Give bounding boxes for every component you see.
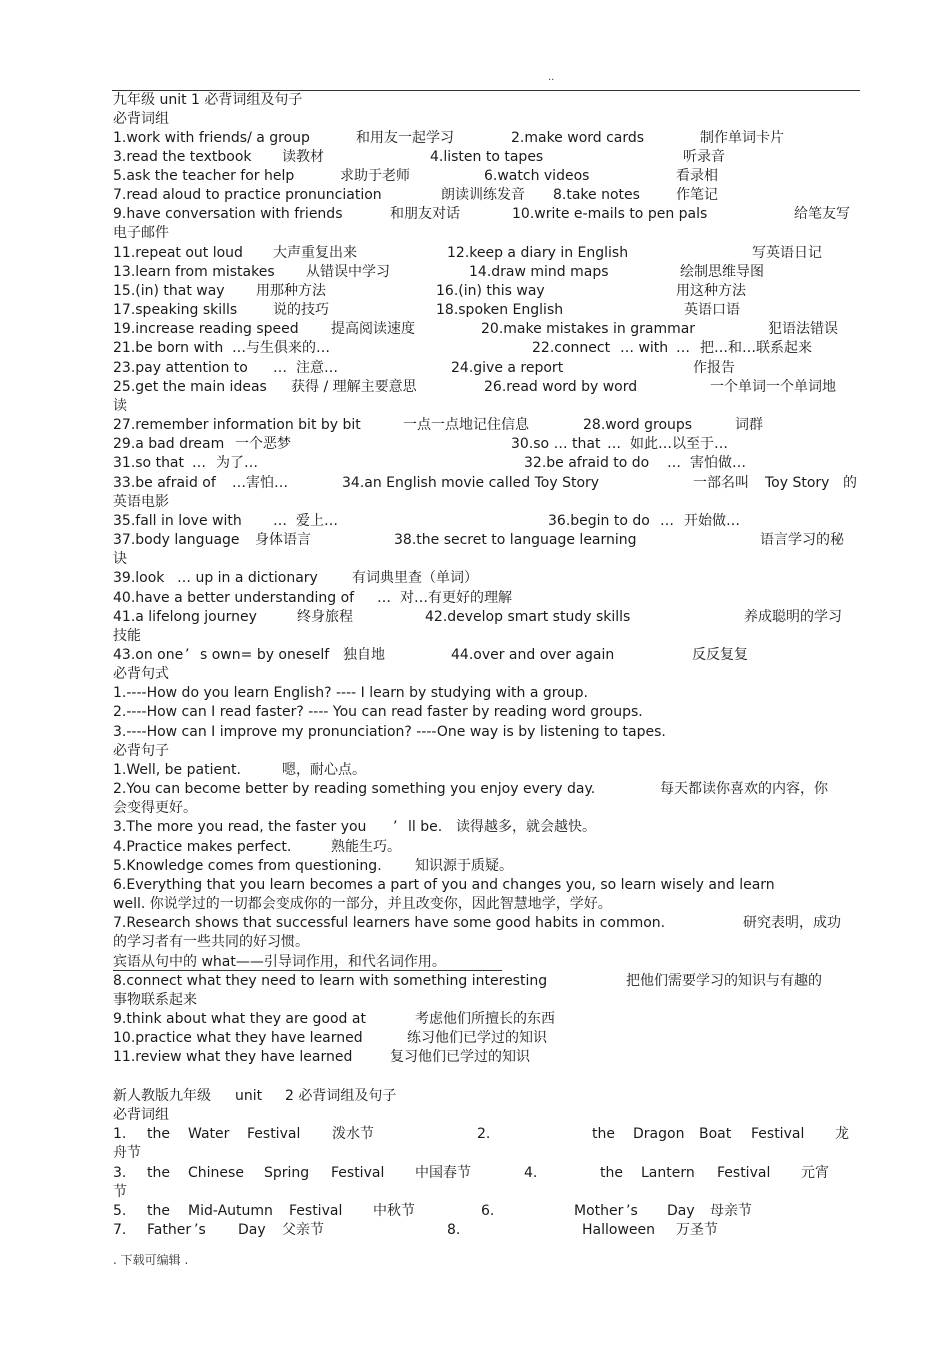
text-segment: 万圣节	[676, 1222, 718, 1238]
text-segment: Day	[667, 1203, 695, 1219]
text-segment: Spring	[264, 1165, 310, 1181]
text-segment: the	[147, 1203, 170, 1219]
text-segment: 中秋节	[373, 1203, 415, 1219]
text-segment: 作笔记	[676, 187, 718, 203]
text-line	[0, 1106, 950, 1125]
text-segment: 终身旅程	[297, 609, 353, 625]
text-segment: 3.	[113, 1165, 127, 1181]
text-line	[0, 148, 950, 167]
text-segment: 31.so that	[113, 455, 185, 471]
text-segment: ’s	[626, 1203, 638, 1219]
text-segment: Halloween	[582, 1222, 656, 1238]
text-segment: Dragon	[633, 1126, 685, 1142]
text-segment: 朗读训练发音	[441, 187, 525, 203]
text-line	[0, 224, 950, 243]
text-segment: ’s	[194, 1222, 206, 1238]
text-segment: 36.begin to do	[548, 513, 650, 529]
text-segment: 的学习者有一些共同的好习惯。	[113, 934, 309, 950]
text-segment: 26.read word by word	[484, 379, 638, 395]
text-segment: 7.read aloud to practice pronunciation	[113, 187, 382, 203]
text-segment: 28.word groups	[583, 417, 693, 433]
text-segment: 30.so … that	[511, 436, 601, 452]
text-segment: 必背词组	[113, 1107, 169, 1123]
text-segment: Festival	[247, 1126, 301, 1142]
text-line	[0, 301, 950, 320]
text-line	[0, 359, 950, 378]
text-segment: …	[273, 513, 287, 529]
text-segment: 事物联系起来	[113, 992, 197, 1008]
text-segment: 泼水节	[332, 1126, 374, 1142]
text-segment: 注意…	[296, 360, 338, 376]
text-segment: 读教材	[282, 149, 324, 165]
text-segment: 新人教版九年级	[113, 1088, 211, 1104]
text-segment: …	[607, 436, 621, 452]
text-segment: 4.Practice makes perfect.	[113, 839, 292, 855]
text-segment: 把…和…联系起来	[700, 340, 812, 356]
text-segment: 10.practice what they have learned	[113, 1030, 363, 1046]
text-segment: 和朋友对话	[390, 206, 460, 222]
text-line	[0, 723, 950, 742]
text-segment: 42.develop smart study skills	[425, 609, 631, 625]
text-segment: 34.an English movie called Toy Story	[342, 475, 600, 491]
text-line	[0, 953, 950, 972]
text-segment: 2.----How can I read faster? ---- You can read faster by reading word groups.	[113, 704, 643, 720]
text-segment: ’	[185, 647, 190, 663]
text-segment: 必背句式	[113, 666, 169, 682]
text-segment: 29.a bad dream	[113, 436, 225, 452]
text-segment: 独自地	[343, 647, 385, 663]
text-segment: 读得越多，就会越快。	[456, 819, 596, 835]
text-line	[0, 186, 950, 205]
text-segment: 15.(in) that way	[113, 283, 225, 299]
text-segment: 读	[113, 398, 127, 414]
text-line	[0, 550, 950, 569]
text-segment: 22.connect	[532, 340, 611, 356]
text-segment: 43.on one	[113, 647, 184, 663]
text-line	[0, 531, 950, 550]
text-line	[0, 933, 950, 952]
text-segment: 宾语从句中的 what——引导词作用，和代名词作用。	[113, 954, 446, 970]
text-segment: 写英语日记	[752, 245, 822, 261]
text-segment: 害怕做…	[690, 455, 746, 471]
text-segment: Boat	[699, 1126, 732, 1142]
text-segment: the	[600, 1165, 623, 1181]
text-segment: 39.look	[113, 570, 165, 586]
text-line	[0, 435, 950, 454]
text-line	[0, 914, 950, 933]
text-segment: Toy Story	[765, 475, 830, 491]
text-segment: Festival	[751, 1126, 805, 1142]
text-segment: 24.give a report	[451, 360, 564, 376]
text-segment: 研究表明，成功	[743, 915, 841, 931]
text-segment: 作报告	[693, 360, 735, 376]
text-segment: 一点一点地记住信息	[403, 417, 529, 433]
text-line	[0, 991, 950, 1010]
text-segment: 获得 / 理解主要意思	[291, 379, 417, 395]
text-segment: 用这种方法	[676, 283, 746, 299]
text-segment: 词群	[735, 417, 763, 433]
text-segment: s own= by oneself	[200, 647, 330, 663]
text-line	[0, 857, 950, 876]
text-segment: 元宵	[801, 1165, 829, 1181]
text-segment: ll be.	[408, 819, 443, 835]
text-segment: 2.You can become better by reading something you enjoy every day.	[113, 781, 596, 797]
text-segment: 和用友一起学习	[356, 130, 454, 146]
text-segment: 9.have conversation with friends	[113, 206, 343, 222]
text-segment: Mother	[574, 1203, 624, 1219]
text-segment: …	[273, 360, 287, 376]
text-segment: 5.Knowledge comes from questioning.	[113, 858, 382, 874]
text-line	[0, 454, 950, 473]
text-segment: Lantern	[641, 1165, 695, 1181]
text-line	[0, 608, 950, 627]
text-line	[0, 474, 950, 493]
text-segment: 龙	[835, 1126, 849, 1142]
text-segment: 8.take notes	[553, 187, 640, 203]
text-segment: 41.a lifelong journey	[113, 609, 257, 625]
text-segment: 7.	[113, 1222, 127, 1238]
text-line	[0, 1144, 950, 1163]
text-segment: 从错误中学习	[306, 264, 390, 280]
text-segment: 13.learn from mistakes	[113, 264, 275, 280]
text-line	[0, 703, 950, 722]
text-line	[0, 129, 950, 148]
text-segment: 35.fall in love with	[113, 513, 242, 529]
text-segment: the	[592, 1126, 615, 1142]
text-line	[0, 1221, 950, 1240]
text-segment: 有词典里查（单词）	[352, 570, 478, 586]
text-segment: unit	[235, 1088, 263, 1104]
text-line	[0, 110, 950, 129]
text-line	[0, 761, 950, 780]
text-line	[0, 684, 950, 703]
text-line	[0, 91, 950, 110]
text-segment: 知识源于质疑。	[415, 858, 513, 874]
text-segment: 考虑他们所擅长的东西	[415, 1011, 555, 1027]
text-segment: …害怕…	[232, 475, 288, 491]
text-segment: Day	[238, 1222, 266, 1238]
text-segment: 10.write e-mails to pen pals	[512, 206, 708, 222]
text-line	[0, 493, 950, 512]
text-line	[0, 320, 950, 339]
text-segment: 17.speaking skills	[113, 302, 238, 318]
text-segment: 每天都读你喜欢的内容，你	[660, 781, 828, 797]
text-line	[0, 339, 950, 358]
text-segment: 身体语言	[255, 532, 311, 548]
text-segment: 熟能生巧。	[331, 839, 401, 855]
text-segment: 1.----How do you learn English? ---- I learn by studying with a group.	[113, 685, 588, 701]
text-segment: 英语口语	[684, 302, 740, 318]
text-line	[0, 838, 950, 857]
text-segment: 11.review what they have learned	[113, 1049, 353, 1065]
text-segment: 23.pay attention to	[113, 360, 248, 376]
text-segment: 练习他们已学过的知识	[407, 1030, 547, 1046]
text-line	[0, 569, 950, 588]
text-segment: 8.connect what they need to learn with something interesting	[113, 973, 548, 989]
text-segment: 求助于老师	[340, 168, 410, 184]
text-segment: 5.ask the teacher for help	[113, 168, 295, 184]
text-line	[0, 378, 950, 397]
text-segment: 提高阅读速度	[331, 321, 415, 337]
text-segment: 5.	[113, 1203, 127, 1219]
text-segment: 8.	[447, 1222, 461, 1238]
text-segment: 一个恶梦	[235, 436, 291, 452]
text-segment: 一个单词一个单词地	[710, 379, 836, 395]
text-segment: 2 必背词组及句子	[285, 1088, 397, 1104]
text-segment: 27.remember information bit by bit	[113, 417, 361, 433]
text-segment: 9.think about what they are good at	[113, 1011, 366, 1027]
text-segment: 对…有更好的理解	[400, 590, 512, 606]
text-line	[0, 1087, 950, 1106]
text-segment: 6.watch videos	[484, 168, 590, 184]
text-segment: …	[377, 590, 391, 606]
text-line	[0, 1010, 950, 1029]
text-line	[0, 627, 950, 646]
text-segment: 看录相	[676, 168, 718, 184]
text-line	[0, 799, 950, 818]
text-segment: the	[147, 1126, 170, 1142]
text-segment: 38.the secret to language learning	[394, 532, 637, 548]
text-segment: 绘制思维导图	[680, 264, 764, 280]
text-line	[0, 1202, 950, 1221]
text-segment: 电子邮件	[113, 225, 169, 241]
text-segment: 1.work with friends/ a group	[113, 130, 310, 146]
text-segment: Chinese	[188, 1165, 244, 1181]
text-segment: 英语电影	[113, 494, 169, 510]
text-segment: 制作单词卡片	[700, 130, 784, 146]
text-segment: 爱上…	[296, 513, 338, 529]
text-line	[0, 780, 950, 799]
text-segment: 一部名叫	[693, 475, 749, 491]
text-segment: 1.Well, be patient.	[113, 762, 241, 778]
text-line	[0, 646, 950, 665]
text-segment: 21.be born with	[113, 340, 224, 356]
text-segment: 14.draw mind maps	[469, 264, 609, 280]
text-segment: Festival	[331, 1165, 385, 1181]
text-line	[0, 397, 950, 416]
text-line	[0, 895, 950, 914]
text-segment: …	[192, 455, 206, 471]
text-segment: 技能	[113, 628, 141, 644]
text-line	[0, 1029, 950, 1048]
text-segment: 18.spoken English	[436, 302, 564, 318]
text-segment: 40.have a better understanding of	[113, 590, 355, 606]
text-segment: …与生俱来的…	[232, 340, 330, 356]
text-segment: 7.Research shows that successful learners have some good habits in common.	[113, 915, 666, 931]
text-line	[0, 282, 950, 301]
text-segment: 6.	[481, 1203, 495, 1219]
text-segment: 6.Everything that you learn becomes a part of you and changes you, so learn wisely and learn	[113, 877, 775, 893]
text-line	[0, 512, 950, 531]
text-segment: 44.over and over again	[451, 647, 615, 663]
text-segment: 犯语法错误	[768, 321, 838, 337]
text-segment: 2.	[477, 1126, 491, 1142]
text-segment: 母亲节	[710, 1203, 752, 1219]
text-segment: 会变得更好。	[113, 800, 197, 816]
text-line	[0, 1125, 950, 1144]
header-dots: ..	[548, 72, 555, 83]
text-segment: 19.increase reading speed	[113, 321, 299, 337]
text-line	[0, 1164, 950, 1183]
text-segment: 3.read the textbook	[113, 149, 252, 165]
text-line	[0, 167, 950, 186]
text-segment: Mid-Autumn	[188, 1203, 273, 1219]
text-segment: 的	[843, 475, 857, 491]
text-line	[0, 244, 950, 263]
text-segment: 九年级 unit 1 必背词组及句子	[113, 92, 303, 108]
text-segment: Festival	[289, 1203, 343, 1219]
text-segment: 33.be afraid of	[113, 475, 216, 491]
text-segment: 20.make mistakes in grammar	[481, 321, 696, 337]
text-line	[0, 972, 950, 991]
text-segment: 给笔友写	[794, 206, 850, 222]
text-segment: 中国春节	[415, 1165, 471, 1181]
text-segment: 反反复复	[692, 647, 748, 663]
text-segment: 必背词组	[113, 111, 169, 127]
text-segment: the	[147, 1165, 170, 1181]
underline	[113, 970, 502, 971]
text-segment: Festival	[717, 1165, 771, 1181]
text-segment: 11.repeat out loud	[113, 245, 243, 261]
text-segment: 诀	[113, 551, 127, 567]
text-segment: …	[667, 455, 681, 471]
text-segment: 大声重复出来	[273, 245, 357, 261]
text-segment: 4.listen to tapes	[430, 149, 544, 165]
text-line	[0, 416, 950, 435]
text-segment: Water	[188, 1126, 230, 1142]
text-segment: 25.get the main ideas	[113, 379, 267, 395]
text-line	[0, 665, 950, 684]
text-segment: 2.make word cards	[511, 130, 645, 146]
text-segment: … up in a dictionary	[177, 570, 318, 586]
text-line	[0, 263, 950, 282]
text-segment: …	[660, 513, 674, 529]
text-segment: … with	[620, 340, 669, 356]
text-segment: 嗯，耐心点。	[282, 762, 366, 778]
text-segment: 节	[113, 1184, 127, 1200]
text-segment: 养成聪明的学习	[744, 609, 842, 625]
text-segment: 说的技巧	[273, 302, 329, 318]
text-segment: 舟节	[113, 1145, 141, 1161]
text-line	[0, 818, 950, 837]
text-segment: 父亲节	[282, 1222, 324, 1238]
text-segment: 12.keep a diary in English	[447, 245, 629, 261]
text-segment: 把他们需要学习的知识与有趣的	[626, 973, 822, 989]
text-segment: well. 你说学过的一切都会变成你的一部分，并且改变你，因此智慧地学，学好。	[113, 896, 612, 912]
text-segment: 听录音	[683, 149, 725, 165]
text-line	[0, 589, 950, 608]
text-segment: …	[676, 340, 690, 356]
text-segment: 为了…	[216, 455, 258, 471]
text-segment: 如此…以至于…	[630, 436, 728, 452]
text-segment: 开始做…	[684, 513, 740, 529]
text-segment: 3.The more you read, the faster you	[113, 819, 367, 835]
text-line	[0, 742, 950, 761]
text-segment: 37.body language	[113, 532, 240, 548]
text-segment: 复习他们已学过的知识	[390, 1049, 530, 1065]
text-segment: 语言学习的秘	[760, 532, 844, 548]
text-segment: 用那种方法	[256, 283, 326, 299]
text-segment: 4.	[524, 1165, 538, 1181]
text-segment: 3.----How can I improve my pronunciation? ----One way is by listening to tapes.	[113, 724, 666, 740]
text-segment: 32.be afraid to do	[524, 455, 650, 471]
text-segment: 必背句子	[113, 743, 169, 759]
text-line	[0, 876, 950, 895]
text-line	[0, 1048, 950, 1067]
text-line	[0, 1183, 950, 1202]
text-segment: ’	[393, 819, 398, 835]
text-segment: 16.(in) this way	[436, 283, 545, 299]
text-segment: 1.	[113, 1126, 127, 1142]
text-segment: Father	[147, 1222, 192, 1238]
page-footer: . 下载可编辑 .	[113, 1253, 189, 1267]
text-line	[0, 205, 950, 224]
